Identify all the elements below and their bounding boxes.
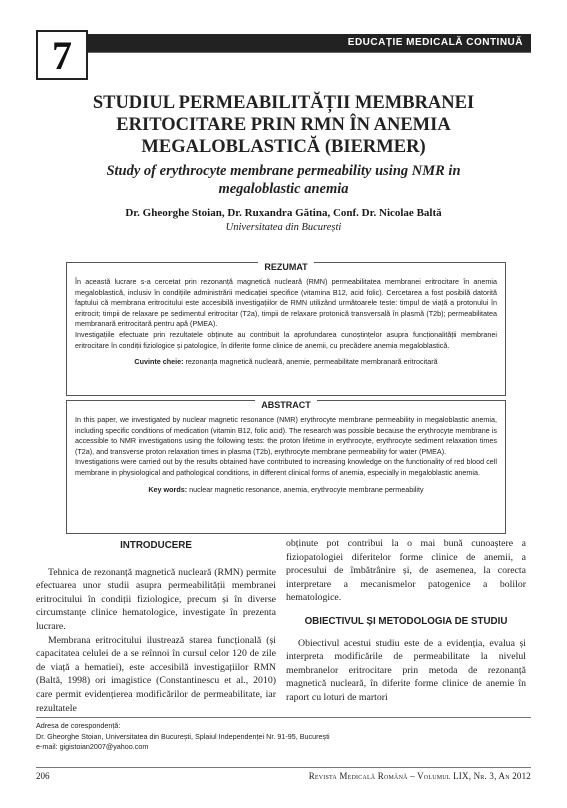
left-column bbox=[36, 537, 276, 715]
methodology-heading: OBIECTIVUL ȘI METODOLOGIA DE STUDIU bbox=[304, 615, 508, 627]
footnote-divider bbox=[36, 717, 531, 718]
rezumat-paragraph-1: În această lucrare s-a cercetat prin rezonanță magnetică nucleară (RMN) permeabilitatea membranei eritrocitare în anemia megaloblastică, inclusiv în condițiile administrării medicației specifice (vitamina B12, acid folic). Cercetarea a fost posibilă datorită faptului că membrana eritrocitului este accesibilă investigațiilor de RMN utilizând următoarele teste: timpul de viață a protonului în eritrocit; timpii de relaxare pe sedimentul eritrocitar (T2a), timpii de relaxare protonică transversală în plasmă (T2b); permeabilitatea membranară eritrocitară pentru apă (PMEA). bbox=[75, 277, 497, 329]
rezumat-paragraph-2: Investigațiile efectuate prin rezultatele obținute au contribuit la aprofundarea cunoștințelor asupra funcționalității membranei eritrocitare în condiții fiziologice și patologice, în diferite forme clinice de anemii, cu precădere anemia megaloblastică. bbox=[75, 329, 497, 350]
rezumat-keywords bbox=[75, 357, 497, 368]
title-line-3: MEGALOBLASTICĂ (BIERMER) bbox=[141, 137, 426, 157]
introduction-continuation: obținute pot contribui la o mai bună cunoaștere a fiziopatologiei diferitelor forme clinice de anemii, a procesului de îmbătrânire și, de asemenea, la corecta interpretare a mecanismelor patogenice a bolilor hematologice. bbox=[286, 538, 526, 604]
page-number: 206 bbox=[36, 771, 50, 781]
rezumat-keywords-label: Cuvinte cheie: bbox=[134, 357, 184, 367]
abstract-title: ABSTRACT bbox=[255, 400, 317, 410]
abstract-keywords bbox=[75, 485, 497, 496]
abstract-paragraph-1: In this paper, we investigated by nuclear magnetic resonance (NMR) erythrocyte membrane permeability in megaloblastic anemia, including specific conditions of medication (vitamin B12, folic acid). The research was possible because the erythrocyte membrane is accessible to NMR investigations using the following tests: the proton lifetime in erythrocyte, erythrocyte sediment relaxation times (T2a), and transverse proton relaxation times in plasma (T2b), erythrocyte membrane permeability for water (PMEA). bbox=[75, 415, 497, 456]
correspondence-footnote bbox=[36, 721, 531, 753]
authors: Dr. Gheorghe Stoian, Dr. Ruxandra Gătina, Conf. Dr. Nicolae Baltă bbox=[125, 207, 442, 219]
journal-citation: Revista Medicală Română – Volumul LIX, Nr. 3, An 2012 bbox=[308, 771, 531, 781]
abstract-box bbox=[66, 400, 506, 534]
chapter-number: 7 bbox=[36, 30, 88, 80]
correspondence-email: e-mail: gigistoian2007@yahoo.com bbox=[36, 742, 149, 751]
title-line-2: ERITOCITARE PRIN RMN ÎN ANEMIA bbox=[116, 115, 451, 135]
correspondence-label: Adresa de corespondență: bbox=[36, 721, 121, 730]
abstract-keywords-label: Key words: bbox=[148, 484, 188, 494]
article-subtitle bbox=[36, 162, 531, 198]
methodology-paragraph-1: Obiectivul acestui studiu este de a evidenția, evalua și interpreta modificările de permeabilitate la nivelul membranelor eritrocitare prin metoda de rezonanță magnetică nucleară, în diferite forme clinice de anemie în raport cu loturi de martori bbox=[286, 637, 526, 703]
subtitle-line-2: megaloblastic anemia bbox=[218, 181, 349, 197]
rezumat-box bbox=[66, 262, 506, 396]
introduction-heading: INTRODUCERE bbox=[120, 540, 192, 551]
rezumat-title: REZUMAT bbox=[258, 262, 313, 272]
introduction-paragraph-1: Tehnica de rezonanță magnetică nucleară (RMN) permite efectuarea unor studii asupra permeabilității membranei eritrocitului în condiții fiziologice, precum și în diverse circumstanțe clinice hematologice, investigate în prezenta lucrare. bbox=[36, 566, 276, 632]
footer-divider bbox=[36, 767, 531, 768]
correspondence-address: Dr. Gheorghe Stoian, Universitatea din București, Splaiul Independenței Nr. 91-95, București bbox=[36, 731, 330, 741]
title-line-1: STUDIUL PERMEABILITĂȚII MEMBRANEI bbox=[92, 93, 475, 113]
introduction-paragraph-2: Membrana eritrocitului ilustrează starea funcțională (și capacitatea celulei de a se reînnoi în cursul celor 120 de zile de viață a hematiei), este accesibilă investigațiilor RMN (Baltă, 1998) ori imagistice (Constantinescu et al., 2010) care permit evidențierea modificărilor de permeabilitate, iar rezultatele bbox=[36, 634, 276, 714]
abstract-paragraph-2: Investigations were carried out by the results obtained have contributed to increasing knowledge on the functionality of red blood cell membrane in physiological and pathological conditions, in different clinical forms of anemia, especially in megaloblastic anemia. bbox=[75, 457, 497, 477]
banner-divider bbox=[88, 52, 531, 53]
right-column bbox=[286, 537, 526, 705]
subtitle-line-1: Study of erythrocyte membrane permeability using NMR in bbox=[106, 163, 461, 179]
affiliation: Universitatea din București bbox=[225, 222, 342, 233]
section-banner: EDUCAȚIE MEDICALĂ CONTINUĂ bbox=[88, 34, 531, 52]
abstract-keywords-text: nuclear magnetic resonance, anemia, erythrocyte membrane permeability bbox=[189, 484, 424, 494]
article-title bbox=[36, 92, 531, 158]
rezumat-keywords-text: rezonanța magnetică nucleară, anemie, permeabilitate membranară eritrocitară bbox=[185, 357, 438, 367]
